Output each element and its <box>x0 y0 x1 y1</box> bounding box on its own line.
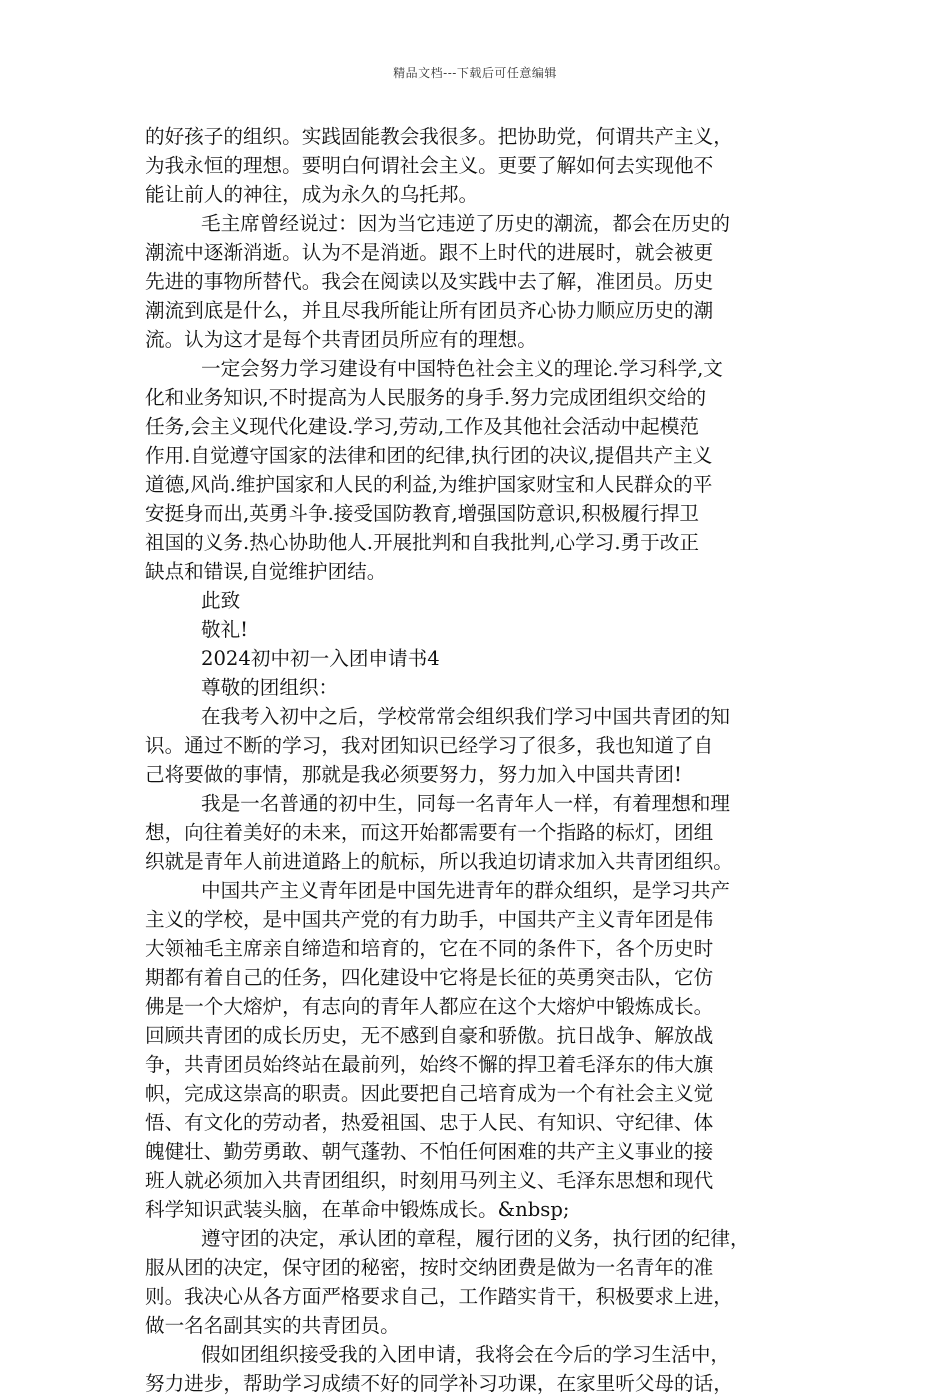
text-line: 道德,风尚.维护国家和人民的利益,为维护国家财宝和人民群众的平 <box>145 473 713 496</box>
document-body <box>145 122 818 1398</box>
text-line: 则。我决心从各方面严格要求自己，工作踏实肯干，积极要求上进， <box>145 1285 733 1308</box>
text-line: 魄健壮、勤劳勇敢、朝气蓬勃、不怕任何困难的共产主义事业的接 <box>145 1140 714 1163</box>
text-line: 想，向往着美好的未来，而这开始都需要有一个指路的标灯，团组 <box>145 821 714 844</box>
text-line: 科学知识武装头脑，在革命中锻炼成长。&nbsp; <box>145 1198 570 1221</box>
text-line: 的好孩子的组织。实践固能教会我很多。把协助党，何谓共产主义， <box>145 125 733 148</box>
text-line: 悟、有文化的劳动者，热爱祖国、忠于人民、有知识、守纪律、体 <box>145 1111 714 1134</box>
text-line: 帜，完成这崇高的职责。因此要把自己培育成为一个有社会主义觉 <box>145 1082 714 1105</box>
text-line: 尊敬的团组织： <box>201 676 339 699</box>
text-line: 服从团的决定，保守团的秘密，按时交纳团费是做为一名青年的准 <box>145 1256 714 1279</box>
text-line: 班人就必须加入共青团组织，时刻用马列主义、毛泽东思想和现代 <box>145 1169 714 1192</box>
text-line: 假如团组织接受我的入团申请，我将会在今后的学习生活中， <box>201 1343 731 1366</box>
text-line: 识。通过不断的学习，我对团知识已经学习了很多，我也知道了自 <box>145 734 714 757</box>
text-line: 敬礼! <box>201 618 249 641</box>
page-header: 精品文档---下载后可任意编辑 <box>393 66 557 80</box>
text-line: 毛主席曾经说过：因为当它违逆了历史的潮流，都会在历史的 <box>201 212 731 235</box>
text-line: 任务,会主义现代化建设.学习,劳动,工作及其他社会活动中起模范 <box>145 415 699 438</box>
text-line: 此致 <box>201 589 241 612</box>
text-line: 祖国的义务.热心协助他人.开展批判和自我批判,心学习.勇于改正 <box>145 531 699 554</box>
text-line: 化和业务知识,不时提高为人民服务的身手.努力完成团组织交给的 <box>145 386 707 409</box>
text-line: 潮流中逐渐消逝。认为不是消逝。跟不上时代的进展时，就会被更 <box>145 241 714 264</box>
text-line: 安挺身而出,英勇斗争.接受国防教育,增强国防意识,积极履行捍卫 <box>145 502 699 525</box>
text-line: 我是一名普通的初中生，同每一名青年人一样，有着理想和理 <box>201 792 731 815</box>
text-line: 主义的学校，是中国共产党的有力助手，中国共产主义青年团是伟 <box>145 908 714 931</box>
text-line: 缺点和错误,自觉维护团结。 <box>145 560 387 583</box>
text-line: 回顾共青团的成长历史，无不感到自豪和骄傲。抗日战争、解放战 <box>145 1024 714 1047</box>
text-line: 一定会努力学习建设有中国特色社会主义的理论.学习科学,文 <box>201 357 723 380</box>
text-line: 作用.自觉遵守国家的法律和团的纪律,执行团的决议,提倡共产主义 <box>145 444 713 467</box>
text-line: 大领袖毛主席亲自缔造和培育的，它在不同的条件下，各个历史时 <box>145 937 714 960</box>
text-line: 期都有着自己的任务，四化建设中它将是长征的英勇突击队，它仿 <box>145 966 714 989</box>
text-line: 2024初中初一入团申请书4 <box>201 647 440 670</box>
text-line: 己将要做的事情，那就是我必须要努力，努力加入中国共青团! <box>145 763 682 786</box>
text-line: 潮流到底是什么，并且尽我所能让所有团员齐心协力顺应历史的潮 <box>145 299 714 322</box>
text-line: 在我考入初中之后，学校常常会组织我们学习中国共青团的知 <box>201 705 731 728</box>
text-line: 织就是青年人前进道路上的航标，所以我迫切请求加入共青团组织。 <box>145 850 733 873</box>
text-line: 遵守团的决定，承认团的章程，履行团的义务，执行团的纪律， <box>201 1227 750 1250</box>
text-line: 争，共青团员始终站在最前列，始终不懈的捍卫着毛泽东的伟大旗 <box>145 1053 714 1076</box>
text-line: 流。认为这才是每个共青团员所应有的理想。 <box>145 328 537 351</box>
text-line: 努力进步，帮助学习成绩不好的同学补习功课，在家里听父母的话， <box>145 1372 733 1395</box>
text-line: 中国共产主义青年团是中国先进青年的群众组织，是学习共产 <box>201 879 731 902</box>
text-line: 为我永恒的理想。要明白何谓社会主义。更要了解如何去实现他不 <box>145 154 714 177</box>
text-line: 能让前人的神往，成为永久的乌托邦。 <box>145 183 479 206</box>
text-line: 做一名名副其实的共青团员。 <box>145 1314 400 1337</box>
text-line: 佛是一个大熔炉，有志向的青年人都应在这个大熔炉中锻炼成长。 <box>145 995 714 1018</box>
text-line: 先进的事物所替代。我会在阅读以及实践中去了解，准团员。历史 <box>145 270 714 293</box>
